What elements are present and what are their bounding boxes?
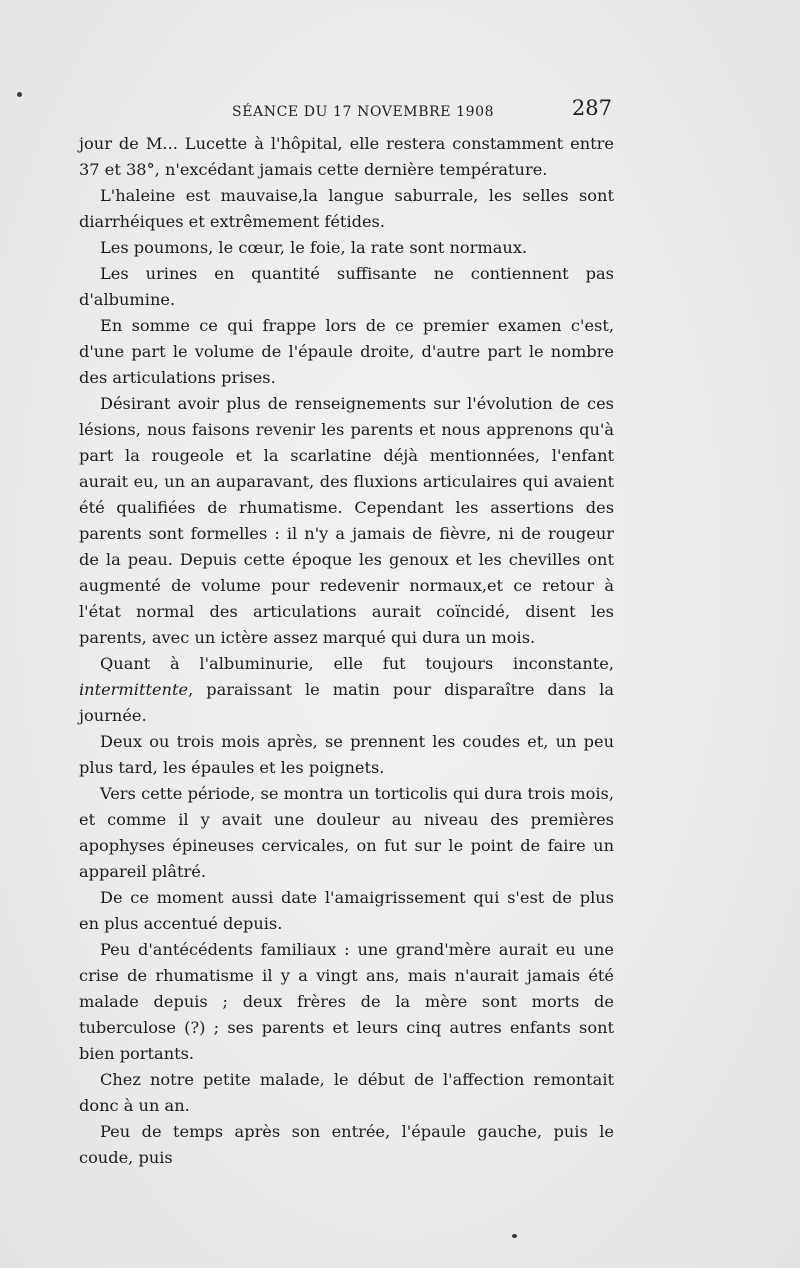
paragraph-text: , paraissant le matin pour disparaître dans la journée. <box>79 680 614 725</box>
page-number: 287 <box>571 96 612 120</box>
paragraph: jour de M... Lucette à l'hôpital, elle restera constamment entre 37 et 38°, n'excédant jamais cette dernière température. <box>79 134 614 179</box>
paragraph: Deux ou trois mois après, se prennent les coudes et, un peu plus tard, les épaules et les poignets. <box>79 732 614 777</box>
paragraph <box>79 651 614 729</box>
paragraph: L'haleine est mauvaise,la langue saburrale, les selles sont diarrhéiques et extrêmement fétides. <box>79 186 614 231</box>
paragraph: De ce moment aussi date l'amaigrissement qui s'est de plus en plus accentué depuis. <box>79 888 614 933</box>
paragraph: Vers cette période, se montra un torticolis qui dura trois mois, et comme il y avait une douleur au niveau des premières apophyses épineuses cervicales, on fut sur le point de faire un appareil plâtré. <box>79 784 614 881</box>
ink-speck <box>512 1234 517 1238</box>
ink-speck <box>17 92 22 97</box>
paragraph: Les urines en quantité suffisante ne contiennent pas d'albumine. <box>79 264 614 309</box>
paragraph: Les poumons, le cœur, le foie, la rate sont normaux. <box>100 238 528 257</box>
body-text <box>79 131 614 1171</box>
running-head: SÉANCE DU 17 NOVEMBRE 1908 <box>232 104 495 120</box>
paragraph: En somme ce qui frappe lors de ce premier examen c'est, d'une part le volume de l'épaule droite, d'autre part le nombre des articulations prises. <box>79 316 614 387</box>
italic-term: intermittente <box>79 680 189 699</box>
page-header <box>232 96 612 126</box>
paragraph: Peu d'antécédents familiaux : une grand'mère aurait eu une crise de rhumatisme il y a vingt ans, mais n'aurait jamais été malade depuis ; deux frères de la mère sont morts de tuberculose (?) ; ses parents et leurs cinq autres enfants sont bien portants. <box>79 940 614 1063</box>
paragraph-text: Quant à l'albuminurie, elle fut toujours inconstante, <box>100 654 614 673</box>
paragraph: Chez notre petite malade, le début de l'affection remontait donc à un an. <box>79 1070 614 1115</box>
paragraph: Désirant avoir plus de renseignements sur l'évolution de ces lésions, nous faisons revenir les parents et nous apprenons qu'à part la rougeole et la scarlatine déjà mentionnées, l'enfant aurait eu, un an auparavant, des fluxions articulaires qui avaient été qualifiées de rhumatisme. Cependant les assertions des parents sont formelles : il n'y a jamais de fièvre, ni de rougeur de la peau. Depuis cette époque les genoux et les chevilles ont augmenté de volume pour redevenir normaux,et ce retour à l'état normal des articulations aurait coïncidé, disent les parents, avec un ictère assez marqué qui dura un mois. <box>79 394 614 647</box>
paragraph: Peu de temps après son entrée, l'épaule gauche, puis le coude, puis <box>79 1122 614 1167</box>
